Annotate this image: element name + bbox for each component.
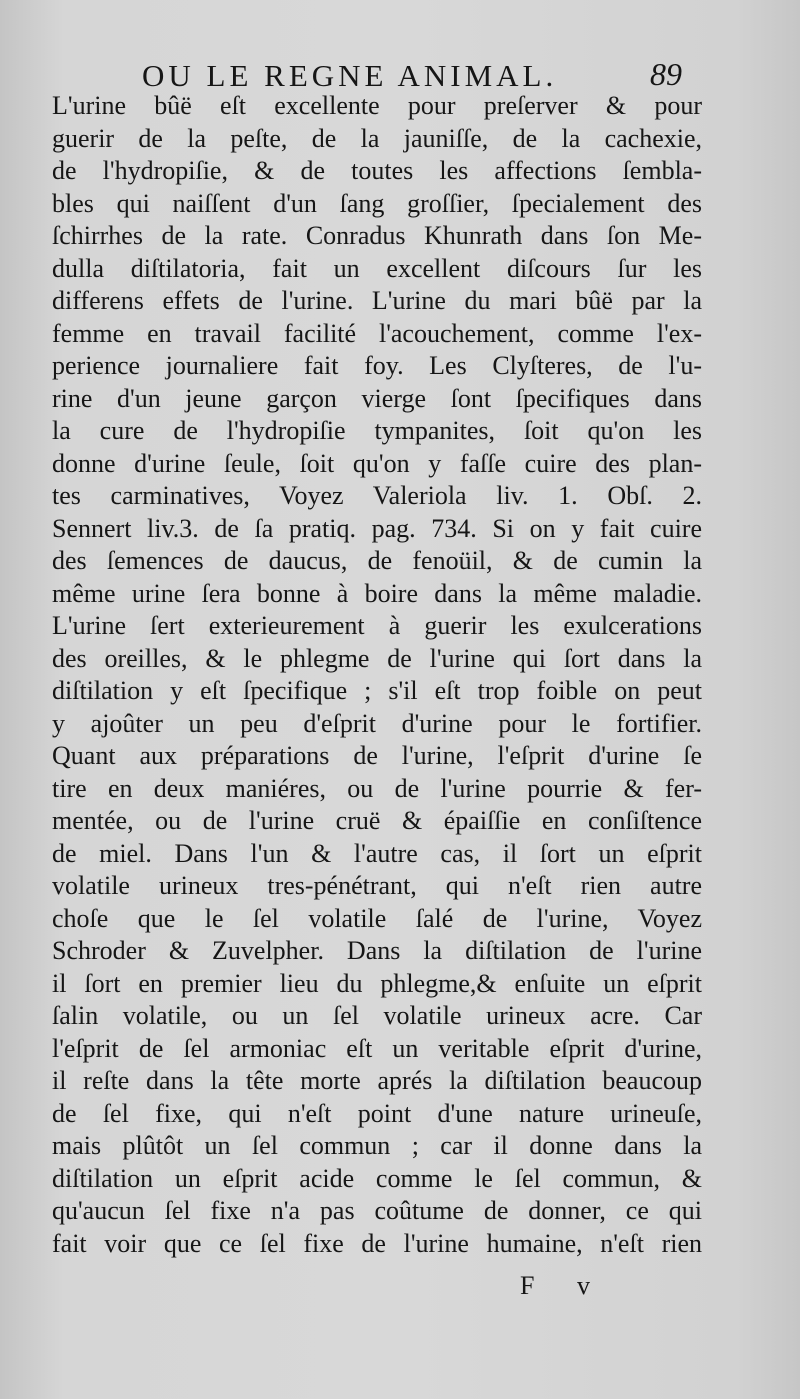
page-number: 89	[650, 56, 682, 92]
text-line: donne d'urine ſeule, ſoit qu'on y faſſe cuire des plan-	[52, 448, 702, 478]
text-line: de l'hydropiſie, & de toutes les affections ſembla-	[52, 156, 702, 185]
text-line: mentée, ou de l'urine cruë & épaiſſie en conſiſtence	[52, 806, 702, 835]
text-line: dulla diſtilatoria, fait un excellent diſcours ſur les	[52, 253, 702, 283]
text-line: l'eſprit de ſel armoniac eſt un veritable eſprit d'urine,	[52, 1033, 702, 1063]
text-line: il ſort en premier lieu du phlegme,& enſuite un eſprit	[52, 968, 702, 998]
text-line: diſtilation y eſt ſpecifique ; s'il eſt trop foible on peut	[52, 676, 702, 705]
text-line: Schroder & Zuvelpher. Dans la diſtilation de l'urine	[52, 936, 702, 965]
text-line: choſe que le ſel volatile ſalé de l'urine, Voyez	[52, 903, 702, 933]
text-line: de miel. Dans l'un & l'autre cas, il ſort un eſprit	[52, 838, 702, 868]
text-line: fait voir que ce ſel fixe de l'urine humaine, n'eſt rien	[52, 1228, 702, 1258]
text-line: ſchirrhes de la rate. Conradus Khunrath dans ſon Me-	[52, 221, 702, 250]
text-line: des ſemences de daucus, de fenoüil, & de cumin la	[52, 546, 702, 575]
text-line: diſtilation un eſprit acide comme le ſel commun, &	[52, 1163, 702, 1193]
text-line: de ſel fixe, qui n'eſt point d'une nature urineuſe,	[52, 1098, 702, 1128]
text-line: des oreilles, & le phlegme de l'urine qui ſort dans la	[52, 643, 702, 673]
text-line: mais plûtôt un ſel commun ; car il donne dans la	[52, 1131, 702, 1160]
text-line: même urine ſera bonne à boire dans la même maladie.	[52, 578, 702, 608]
text-line: volatile urineux tres-pénétrant, qui n'eſt rien autre	[52, 871, 702, 900]
text-line: bles qui naiſſent d'un ſang groſſier, ſpecialement des	[52, 188, 702, 218]
text-line: L'urine ſert exterieurement à guerir les exulcerations	[52, 611, 702, 640]
text-line: tes carminatives, Voyez Valeriola liv. 1. Obſ. 2.	[52, 481, 702, 510]
text-line: Quant aux préparations de l'urine, l'eſprit d'urine ſe	[52, 741, 702, 770]
running-head: OU LE REGNE ANIMAL.	[142, 58, 558, 93]
text-line: y ajoûter un peu d'eſprit d'urine pour le fortifier.	[52, 708, 702, 738]
text-line: la cure de l'hydropiſie tympanites, ſoit qu'on les	[52, 416, 702, 445]
text-line: il reſte dans la tête morte aprés la diſtilation beaucoup	[52, 1066, 702, 1095]
text-line: femme en travail facilité l'acouchement, comme l'ex-	[52, 318, 702, 348]
text-line: perience journaliere fait foy. Les Clyſteres, de l'u-	[52, 351, 702, 380]
text-line: tire en deux maniéres, ou de l'urine pourrie & fer-	[52, 773, 702, 803]
text-line: L'urine bûë eſt excellente pour preſerver & pour	[52, 91, 702, 120]
text-line: ſalin volatile, ou un ſel volatile urineux acre. Car	[52, 1001, 702, 1030]
body-text	[52, 90, 702, 1260]
text-line: rine d'un jeune garçon vierge ſont ſpecifiques dans	[52, 383, 702, 413]
text-line: guerir de la peſte, de la jauniſſe, de la cachexie,	[52, 123, 702, 153]
text-line: differens effets de l'urine. L'urine du mari bûë par la	[52, 286, 702, 315]
text-line: qu'aucun ſel fixe n'a pas coûtume de donner, ce qui	[52, 1196, 702, 1225]
signature-mark: F v	[520, 1271, 608, 1300]
text-line: Sennert liv.3. de ſa pratiq. pag. 734. Si on y fait cuire	[52, 513, 702, 543]
